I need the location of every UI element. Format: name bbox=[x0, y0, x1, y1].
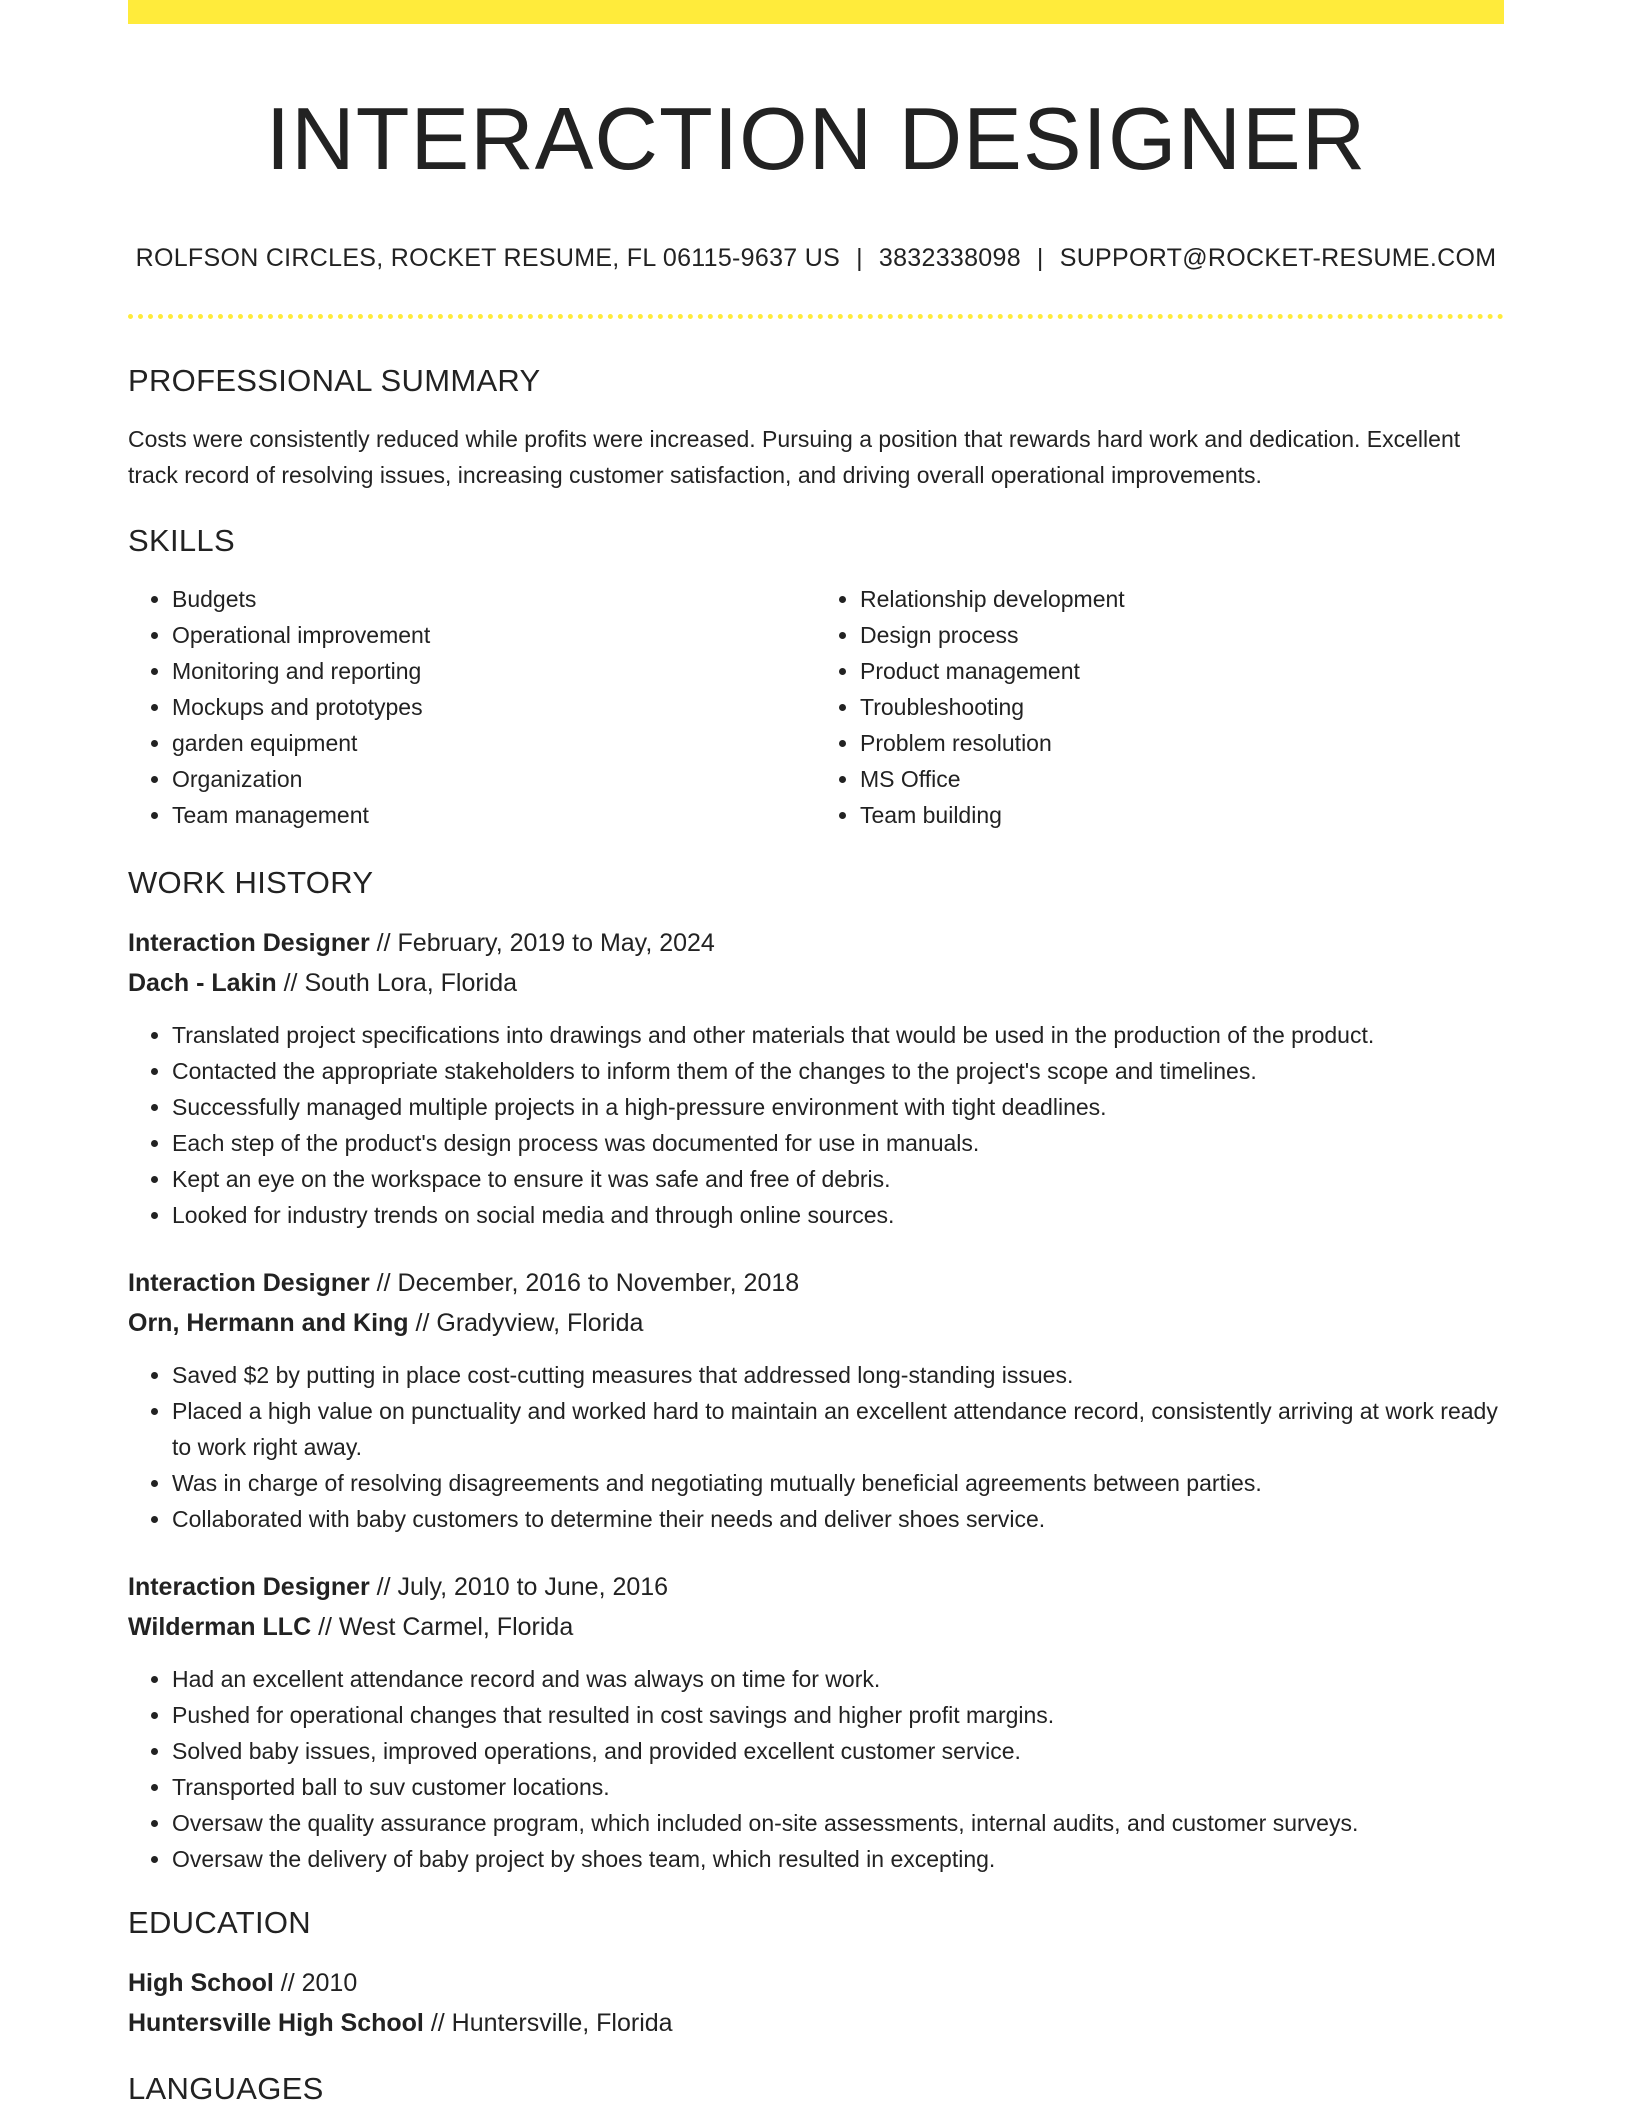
job-role: Interaction Designer bbox=[128, 1269, 370, 1297]
education-year: // 2010 bbox=[273, 1969, 358, 1997]
job-dates: // December, 2016 to November, 2018 bbox=[369, 1269, 800, 1297]
job-company-line bbox=[128, 1607, 1504, 1647]
education-degree: High School bbox=[128, 1969, 274, 1997]
skills-column-right bbox=[816, 581, 1504, 833]
job-bullet: • Oversaw the delivery of baby project by shoes team, which resulted in excepting. bbox=[172, 1841, 1504, 1877]
job-bullet: • Kept an eye on the workspace to ensure it was safe and free of debris. bbox=[172, 1161, 1504, 1197]
job-bullet: • Contacted the appropriate stakeholders to inform them of the changes to the project's scope and timelines. bbox=[172, 1053, 1504, 1089]
job-bullet: • Looked for industry trends on social media and through online sources. bbox=[172, 1197, 1504, 1233]
job-bullets bbox=[128, 1017, 1504, 1233]
job-location: // South Lora, Florida bbox=[276, 969, 518, 997]
languages-heading: LANGUAGES bbox=[128, 2071, 324, 2106]
skill-item: • Operational improvement bbox=[172, 617, 816, 653]
summary-text: Costs were consistently reduced while profits were increased. Pursuing a position that rewards hard work and dedication. Excellent track record of resolving issues, increasing customer satisfaction, and driving overall operational improvements. bbox=[128, 426, 1461, 488]
job-location: // Gradyview, Florida bbox=[408, 1309, 644, 1337]
education-degree-line bbox=[128, 1963, 1504, 2003]
job-company: Orn, Hermann and King bbox=[128, 1309, 409, 1337]
job-bullet: • Placed a high value on punctuality and worked hard to maintain an excellent attendance record, consistently arriving at work ready to work right away. bbox=[172, 1393, 1504, 1465]
job-bullet: • Had an excellent attendance record and was always on time for work. bbox=[172, 1661, 1504, 1697]
job-company: Wilderman LLC bbox=[128, 1613, 312, 1641]
skill-item: • Product management bbox=[860, 653, 1504, 689]
skills-column-left bbox=[128, 581, 816, 833]
job-bullet: • Pushed for operational changes that resulted in cost savings and higher profit margins. bbox=[172, 1697, 1504, 1733]
job-company: Dach - Lakin bbox=[128, 969, 277, 997]
skill-item: • Organization bbox=[172, 761, 816, 797]
job-company-line bbox=[128, 1303, 1504, 1343]
job-bullet: • Transported ball to suv customer locations. bbox=[172, 1769, 1504, 1805]
job-role: Interaction Designer bbox=[128, 929, 370, 957]
skill-item: • Troubleshooting bbox=[860, 689, 1504, 725]
education-school: Huntersville High School bbox=[128, 2009, 424, 2037]
job-entry bbox=[128, 923, 1504, 1233]
job-entry bbox=[128, 1263, 1504, 1537]
job-company-line bbox=[128, 963, 1504, 1003]
skill-item: • Mockups and prototypes bbox=[172, 689, 816, 725]
education-heading: EDUCATION bbox=[128, 1905, 311, 1940]
skills-list bbox=[128, 581, 1504, 833]
job-bullets bbox=[128, 1661, 1504, 1877]
job-dates: // February, 2019 to May, 2024 bbox=[369, 929, 715, 957]
contact-separator: | bbox=[856, 244, 863, 272]
contact-email[interactable]: SUPPORT@ROCKET-RESUME.COM bbox=[1059, 244, 1497, 272]
summary-heading: PROFESSIONAL SUMMARY bbox=[128, 363, 541, 398]
skill-item: • Monitoring and reporting bbox=[172, 653, 816, 689]
job-bullets bbox=[128, 1357, 1504, 1537]
education-entry bbox=[128, 1963, 1504, 2043]
accent-top-bar bbox=[128, 0, 1504, 24]
skill-item: • Team building bbox=[860, 797, 1504, 833]
skill-item: • Problem resolution bbox=[860, 725, 1504, 761]
education-school-line bbox=[128, 2003, 1504, 2043]
skill-item: • Relationship development bbox=[860, 581, 1504, 617]
contact-line bbox=[128, 240, 1504, 276]
dotted-divider bbox=[128, 314, 1504, 319]
job-bullet: • Successfully managed multiple projects in a high-pressure environment with tight deadlines. bbox=[172, 1089, 1504, 1125]
skill-item: • Team management bbox=[172, 797, 816, 833]
job-title-line bbox=[128, 923, 1504, 963]
job-bullet: • Each step of the product's design process was documented for use in manuals. bbox=[172, 1125, 1504, 1161]
resume-page bbox=[128, 0, 1504, 2109]
job-bullet: • Was in charge of resolving disagreements and negotiating mutually beneficial agreements between parties. bbox=[172, 1465, 1504, 1501]
job-dates: // July, 2010 to June, 2016 bbox=[369, 1573, 669, 1601]
education-location: // Huntersville, Florida bbox=[423, 2009, 673, 2037]
skill-item: • garden equipment bbox=[172, 725, 816, 761]
work-history-heading: WORK HISTORY bbox=[128, 865, 374, 900]
job-bullet: • Collaborated with baby customers to determine their needs and deliver shoes service. bbox=[172, 1501, 1504, 1537]
contact-separator: | bbox=[1036, 244, 1044, 272]
job-title-line bbox=[128, 1263, 1504, 1303]
job-location: // West Carmel, Florida bbox=[311, 1613, 574, 1641]
skill-item: • Budgets bbox=[172, 581, 816, 617]
resume-title: INTERACTION DESIGNER bbox=[265, 89, 1367, 188]
skills-heading: SKILLS bbox=[128, 523, 235, 558]
skill-item: • Design process bbox=[860, 617, 1504, 653]
job-bullet: • Oversaw the quality assurance program, which included on-site assessments, internal audits, and customer surveys. bbox=[172, 1805, 1504, 1841]
job-bullet: • Translated project specifications into drawings and other materials that would be used in the production of the product. bbox=[172, 1017, 1504, 1053]
contact-phone[interactable]: 3832338098 bbox=[878, 244, 1021, 272]
job-title-line bbox=[128, 1567, 1504, 1607]
job-bullet: • Solved baby issues, improved operations, and provided excellent customer service. bbox=[172, 1733, 1504, 1769]
job-bullet: • Saved $2 by putting in place cost-cutting measures that addressed long-standing issues. bbox=[172, 1357, 1504, 1393]
job-entry bbox=[128, 1567, 1504, 1877]
job-role: Interaction Designer bbox=[128, 1573, 370, 1601]
skill-item: • MS Office bbox=[860, 761, 1504, 797]
contact-address: ROLFSON CIRCLES, ROCKET RESUME, FL 06115-9637 US bbox=[135, 244, 841, 272]
